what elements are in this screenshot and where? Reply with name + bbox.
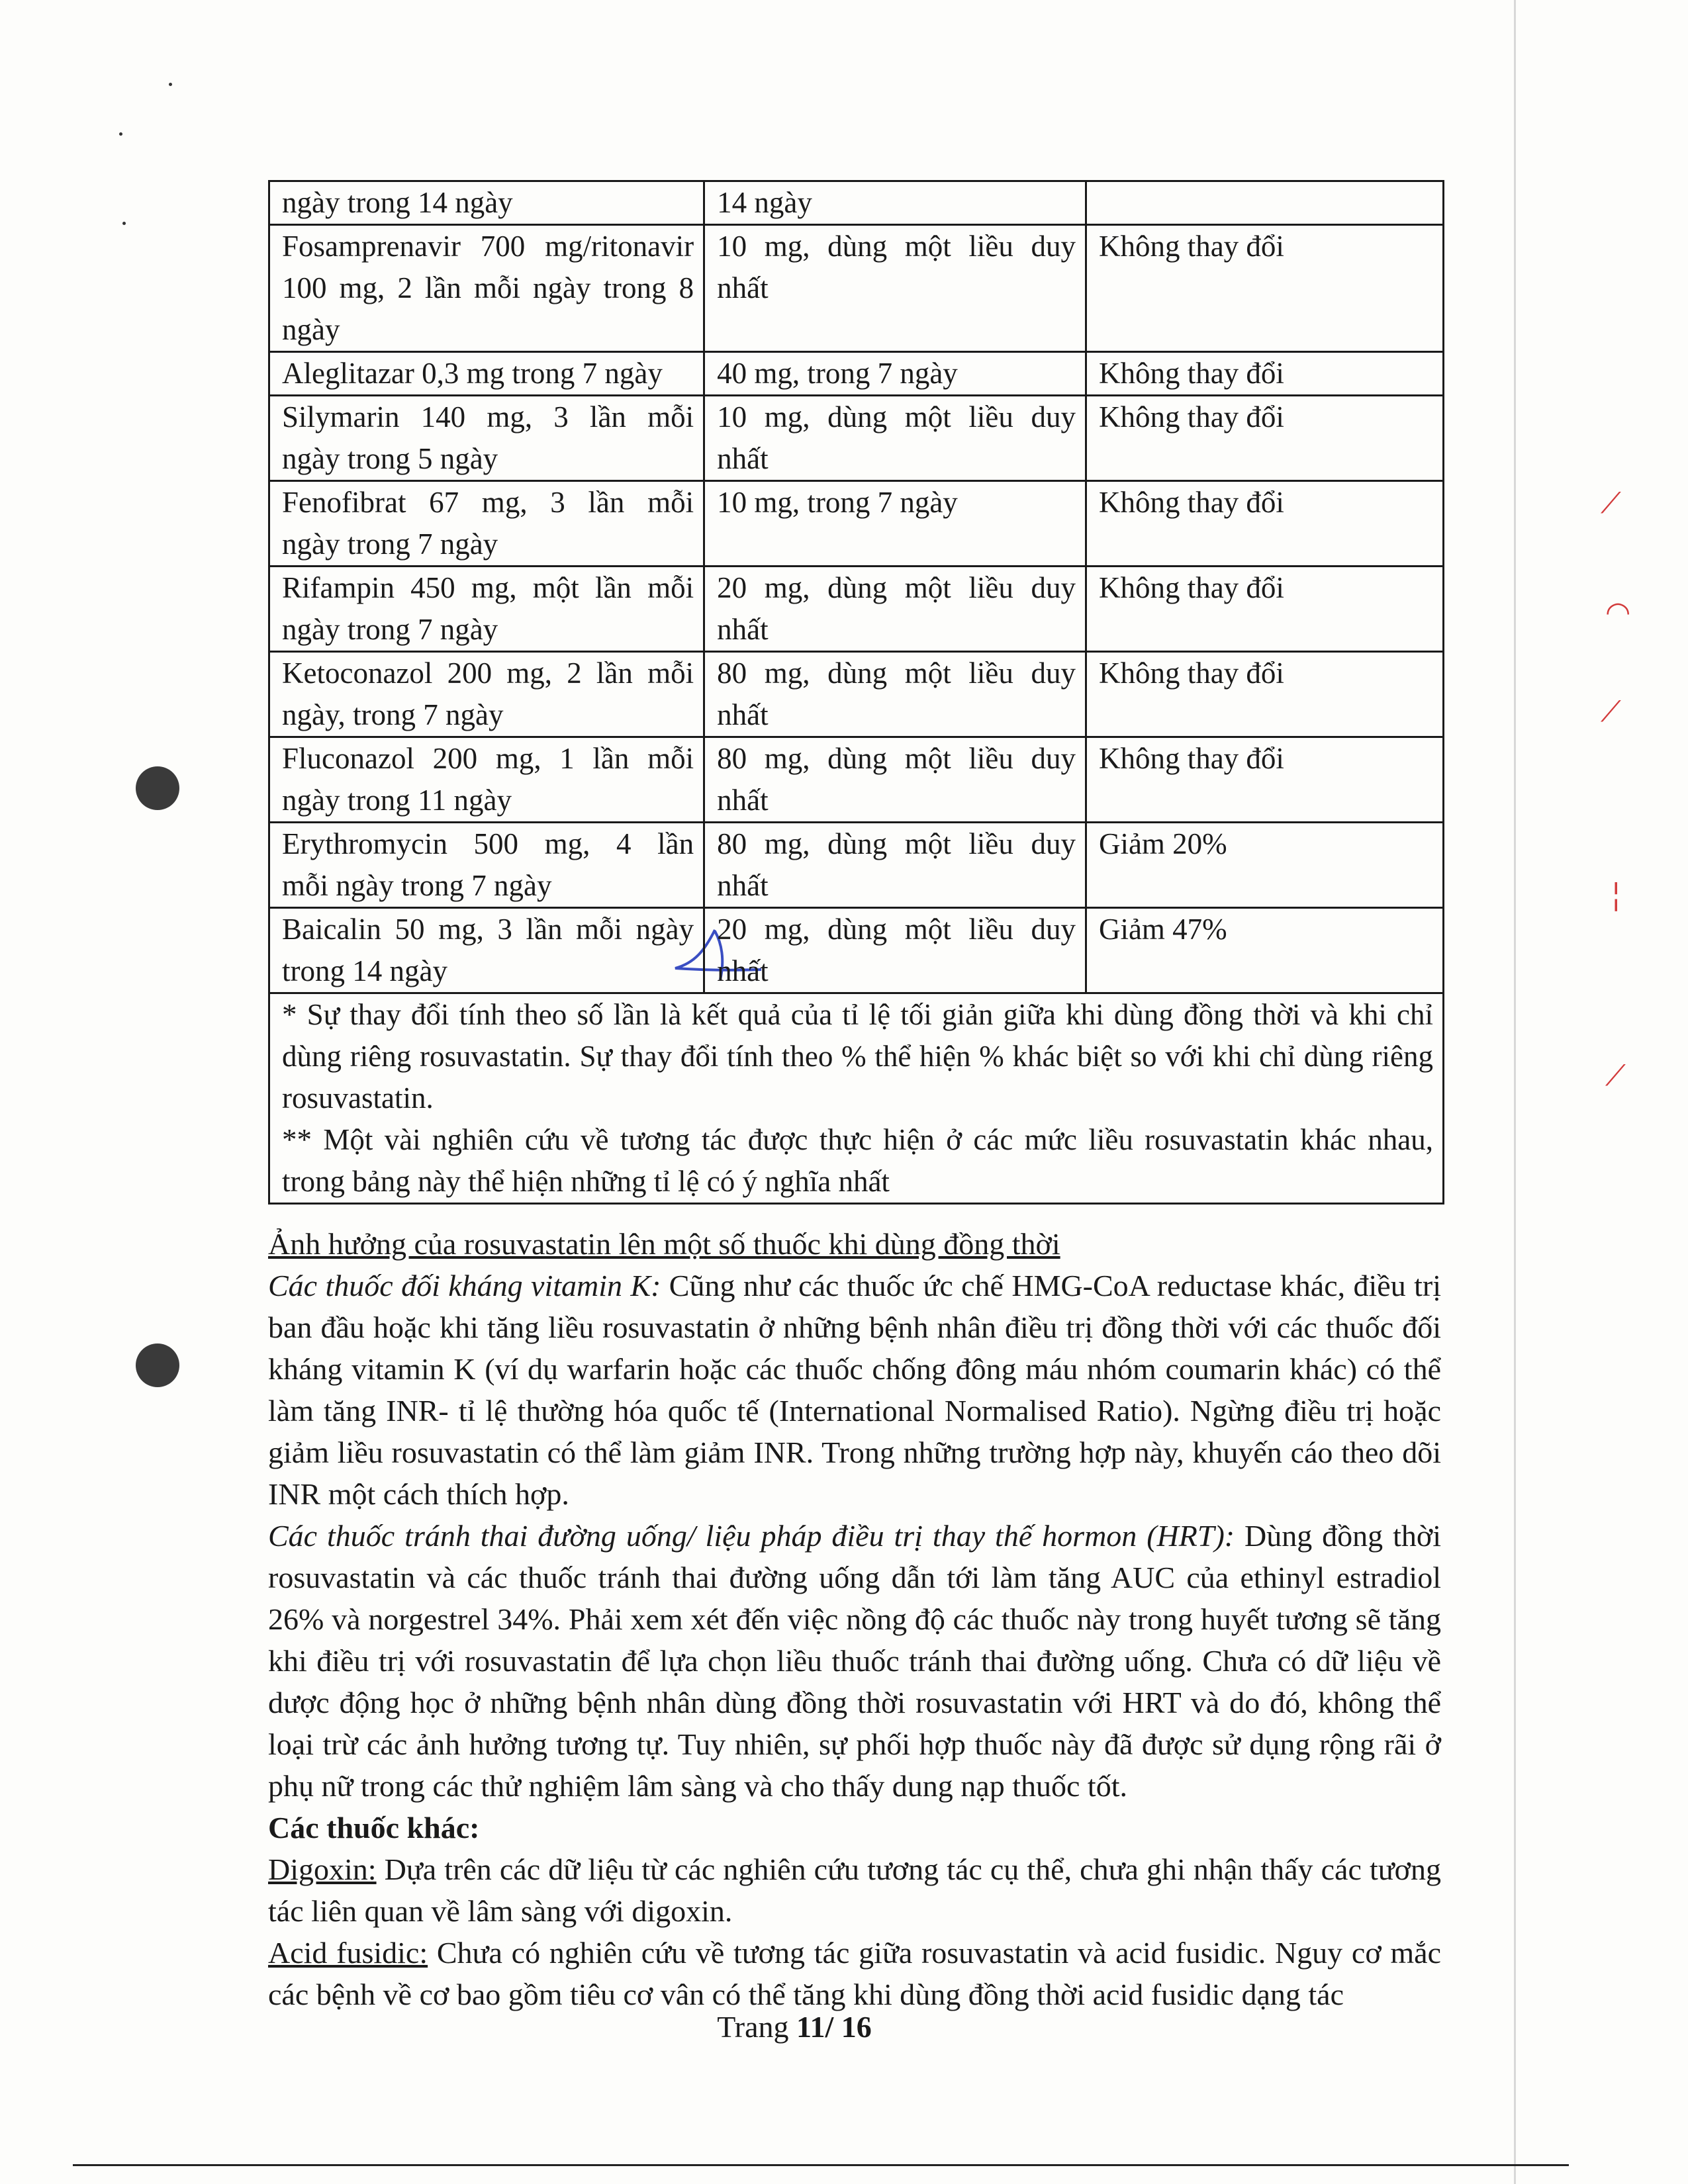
cell-auc-change: Giảm 47% [1086,908,1443,993]
cell-coadministered-drug-line: Erythromycin 500 mg, 4 lần [282,827,694,860]
table-row [269,396,1444,481]
table-note-cell [269,993,1444,1204]
cell-coadministered-drug-line: mỗi ngày trong 7 ngày [282,869,552,902]
cell-rosuvastatin-dose [704,181,1086,225]
cell-coadministered-drug-line: Fenofibrat 67 mg, 3 lần mỗi [282,486,694,519]
cell-rosuvastatin-dose-line: nhất [717,869,769,902]
cell-rosuvastatin-dose-line: 10 mg, trong 7 ngày [717,486,958,519]
cell-rosuvastatin-dose-line: nhất [717,698,769,731]
page-number: Trang 11/ 16 [717,2010,872,2044]
cell-coadministered-drug [269,737,704,823]
cell-rosuvastatin-dose-line: 80 mg, dùng một liều duy [717,827,1076,860]
cell-coadministered-drug-line: Fosamprenavir 700 mg/ritonavir [282,230,694,263]
cell-coadministered-drug [269,225,704,352]
cell-auc-change: Không thay đổi [1086,352,1443,396]
cell-rosuvastatin-dose-line: 14 ngày [717,186,812,219]
cell-rosuvastatin-dose [704,908,1086,993]
cell-coadministered-drug-line: Baicalin 50 mg, 3 lần mỗi ngày [282,913,694,946]
fusidic-label: Acid fusidic: [268,1936,428,1970]
cell-coadministered-drug-line: ngày trong 14 ngày [282,186,513,219]
cell-coadministered-drug-line: ngày trong 5 ngày [282,442,498,475]
cell-coadministered-drug-line: Silymarin 140 mg, 3 lần mỗi [282,400,694,433]
cell-rosuvastatin-dose-line: nhất [717,271,769,304]
table-row [269,181,1444,225]
cell-coadministered-drug-line: Aleglitazar 0,3 mg trong 7 ngày [282,357,663,390]
cell-coadministered-drug-line: Ketoconazol 200 mg, 2 lần mỗi [282,657,694,690]
table-row [269,481,1444,567]
punch-hole [136,1343,179,1387]
interaction-table-body [269,181,1444,993]
cell-coadministered-drug [269,396,704,481]
cell-auc-change [1086,181,1443,225]
other-drugs-heading: Các thuốc khác: [268,1811,480,1844]
cell-coadministered-drug [269,181,704,225]
body-text [268,1223,1441,2015]
table-row [269,352,1444,396]
cell-coadministered-drug [269,908,704,993]
cell-coadministered-drug-line: 100 mg, 2 lần mỗi ngày trong 8 [282,271,694,304]
cell-auc-change: Không thay đổi [1086,481,1443,567]
interaction-table [268,180,1444,1205]
paragraph-hrt [268,1515,1441,1807]
paragraph-digoxin [268,1848,1441,1932]
cell-rosuvastatin-dose [704,352,1086,396]
cell-coadministered-drug-line: ngày trong 11 ngày [282,784,512,817]
digoxin-label: Digoxin: [268,1852,377,1886]
cell-rosuvastatin-dose [704,823,1086,908]
punch-hole [136,766,179,810]
table-row [269,823,1444,908]
cell-auc-change: Không thay đổi [1086,396,1443,481]
cell-coadministered-drug-line: Fluconazol 200 mg, 1 lần mỗi [282,742,694,775]
cell-rosuvastatin-dose-line: nhất [717,442,769,475]
table-row [269,652,1444,737]
cell-rosuvastatin-dose-line: 80 mg, dùng một liều duy [717,742,1076,775]
table-row [269,225,1444,352]
table-note-1: * Sự thay đổi tính theo số lần là kết quả của tỉ lệ tối giản giữa khi dùng đồng thời và khi chỉ dùng riêng rosuvastatin. Sự thay đổi tính theo % thể hiện % khác biệt so với khi chỉ dùng riêng rosuvastatin. [282,998,1433,1115]
cell-rosuvastatin-dose [704,396,1086,481]
bottom-rule [73,2164,1569,2166]
paragraph-vitamin-k [268,1265,1441,1515]
cell-rosuvastatin-dose [704,737,1086,823]
scan-speck [119,132,122,136]
cell-rosuvastatin-dose-line: 80 mg, dùng một liều duy [717,657,1076,690]
cell-auc-change: Giảm 20% [1086,823,1443,908]
table-row [269,737,1444,823]
cell-rosuvastatin-dose [704,225,1086,352]
red-pen-mark: ⟋ [1605,1059,1626,1093]
cell-rosuvastatin-dose-line: 10 mg, dùng một liều duy [717,230,1076,263]
cell-coadministered-drug [269,823,704,908]
cell-coadministered-drug [269,352,704,396]
cell-rosuvastatin-dose-line: 20 mg, dùng một liều duy [717,571,1076,604]
section-heading: Ảnh hưởng của rosuvastatin lên một số thuốc khi dùng đồng thời [268,1227,1060,1261]
paragraph-fusidic [268,1932,1441,2015]
cell-coadministered-drug-line: Rifampin 450 mg, một lần mỗi [282,571,694,604]
cell-auc-change: Không thay đổi [1086,567,1443,652]
scan-speck [169,83,172,86]
table-row [269,908,1444,993]
cell-coadministered-drug-line: ngày, trong 7 ngày [282,698,504,731]
cell-coadministered-drug [269,652,704,737]
scan-speck [122,222,126,225]
digoxin-text: Dựa trên các dữ liệu từ các nghiên cứu tương tác cụ thể, chưa ghi nhận thấy các tương tác liên quan về lâm sàng với digoxin. [268,1852,1441,1928]
vitamin-k-label: Các thuốc đối kháng vitamin K: [268,1269,661,1302]
cell-coadministered-drug-line: ngày trong 7 ngày [282,613,498,646]
page-edge [1514,0,1516,2184]
cell-rosuvastatin-dose-line: 40 mg, trong 7 ngày [717,357,958,390]
cell-auc-change: Không thay đổi [1086,652,1443,737]
cell-rosuvastatin-dose-line: 20 mg, dùng một liều duy [717,913,1076,946]
red-pen-mark: ◠ [1605,596,1631,629]
cell-rosuvastatin-dose [704,481,1086,567]
red-pen-mark: ⟋ [1601,486,1621,520]
cell-coadministered-drug-line: ngày [282,313,340,346]
fusidic-text: Chưa có nghiên cứu về tương tác giữa rosuvastatin và acid fusidic. Nguy cơ mắc các bệnh về cơ bao gồm tiêu cơ vân có thể tăng khi dùng đồng thời acid fusidic dạng tác [268,1936,1441,2011]
red-pen-mark: ⟋ [1601,695,1621,729]
cell-rosuvastatin-dose-line: nhất [717,954,769,987]
cell-auc-change: Không thay đổi [1086,225,1443,352]
cell-coadministered-drug-line: ngày trong 7 ngày [282,527,498,561]
cell-coadministered-drug [269,567,704,652]
cell-coadministered-drug [269,481,704,567]
cell-rosuvastatin-dose [704,652,1086,737]
table-note-row [269,993,1444,1204]
cell-auc-change: Không thay đổi [1086,737,1443,823]
cell-rosuvastatin-dose-line: nhất [717,784,769,817]
cell-rosuvastatin-dose-line: 10 mg, dùng một liều duy [717,400,1076,433]
red-pen-mark: ╎ [1607,880,1625,914]
hrt-text: Dùng đồng thời rosuvastatin và các thuốc tránh thai đường uống dẫn tới làm tăng AUC của ethinyl estradiol 26% và norgestrel 34%. Phải xem xét đến việc nồng độ các thuốc này trong huyết tương sẽ tăng khi điều trị với rosuvastatin để lựa chọn liều thuốc tránh thai đường uống. Chưa có dữ liệu về dược động học ở những bệnh nhân dùng đồng thời rosuvastatin với HRT và do đó, không thể loại trừ các ảnh hưởng tương tự. Tuy nhiên, sự phối hợp thuốc này đã được sử dụng rộng rãi ở phụ nữ trong các thử nghiệm lâm sàng và cho thấy dung nạp thuốc tốt. [268,1519,1441,1803]
cell-rosuvastatin-dose [704,567,1086,652]
vitamin-k-text: Cũng như các thuốc ức chế HMG-CoA reductase khác, điều trị ban đầu hoặc khi tăng liều rosuvastatin ở những bệnh nhân điều trị đồng thời với các thuốc đối kháng vitamin K (ví dụ warfarin hoặc các thuốc chống đông máu nhóm coumarin khác) có thể làm tăng INR- tỉ lệ thường hóa quốc tế (International Normalised Ratio). Ngừng điều trị hoặc giảm liều rosuvastatin có thể làm giảm INR. Trong những trường hợp này, khuyến cáo theo dõi INR một cách thích hợp. [268,1269,1441,1511]
table-row [269,567,1444,652]
cell-coadministered-drug-line: trong 14 ngày [282,954,447,987]
hrt-label: Các thuốc tránh thai đường uống/ liệu pháp điều trị thay thế hormon (HRT): [268,1519,1235,1553]
cell-rosuvastatin-dose-line: nhất [717,613,769,646]
table-note-2: ** Một vài nghiên cứu về tương tác được thực hiện ở các mức liều rosuvastatin khác nhau, trong bảng này thể hiện những tỉ lệ có ý nghĩa nhất [282,1123,1433,1198]
